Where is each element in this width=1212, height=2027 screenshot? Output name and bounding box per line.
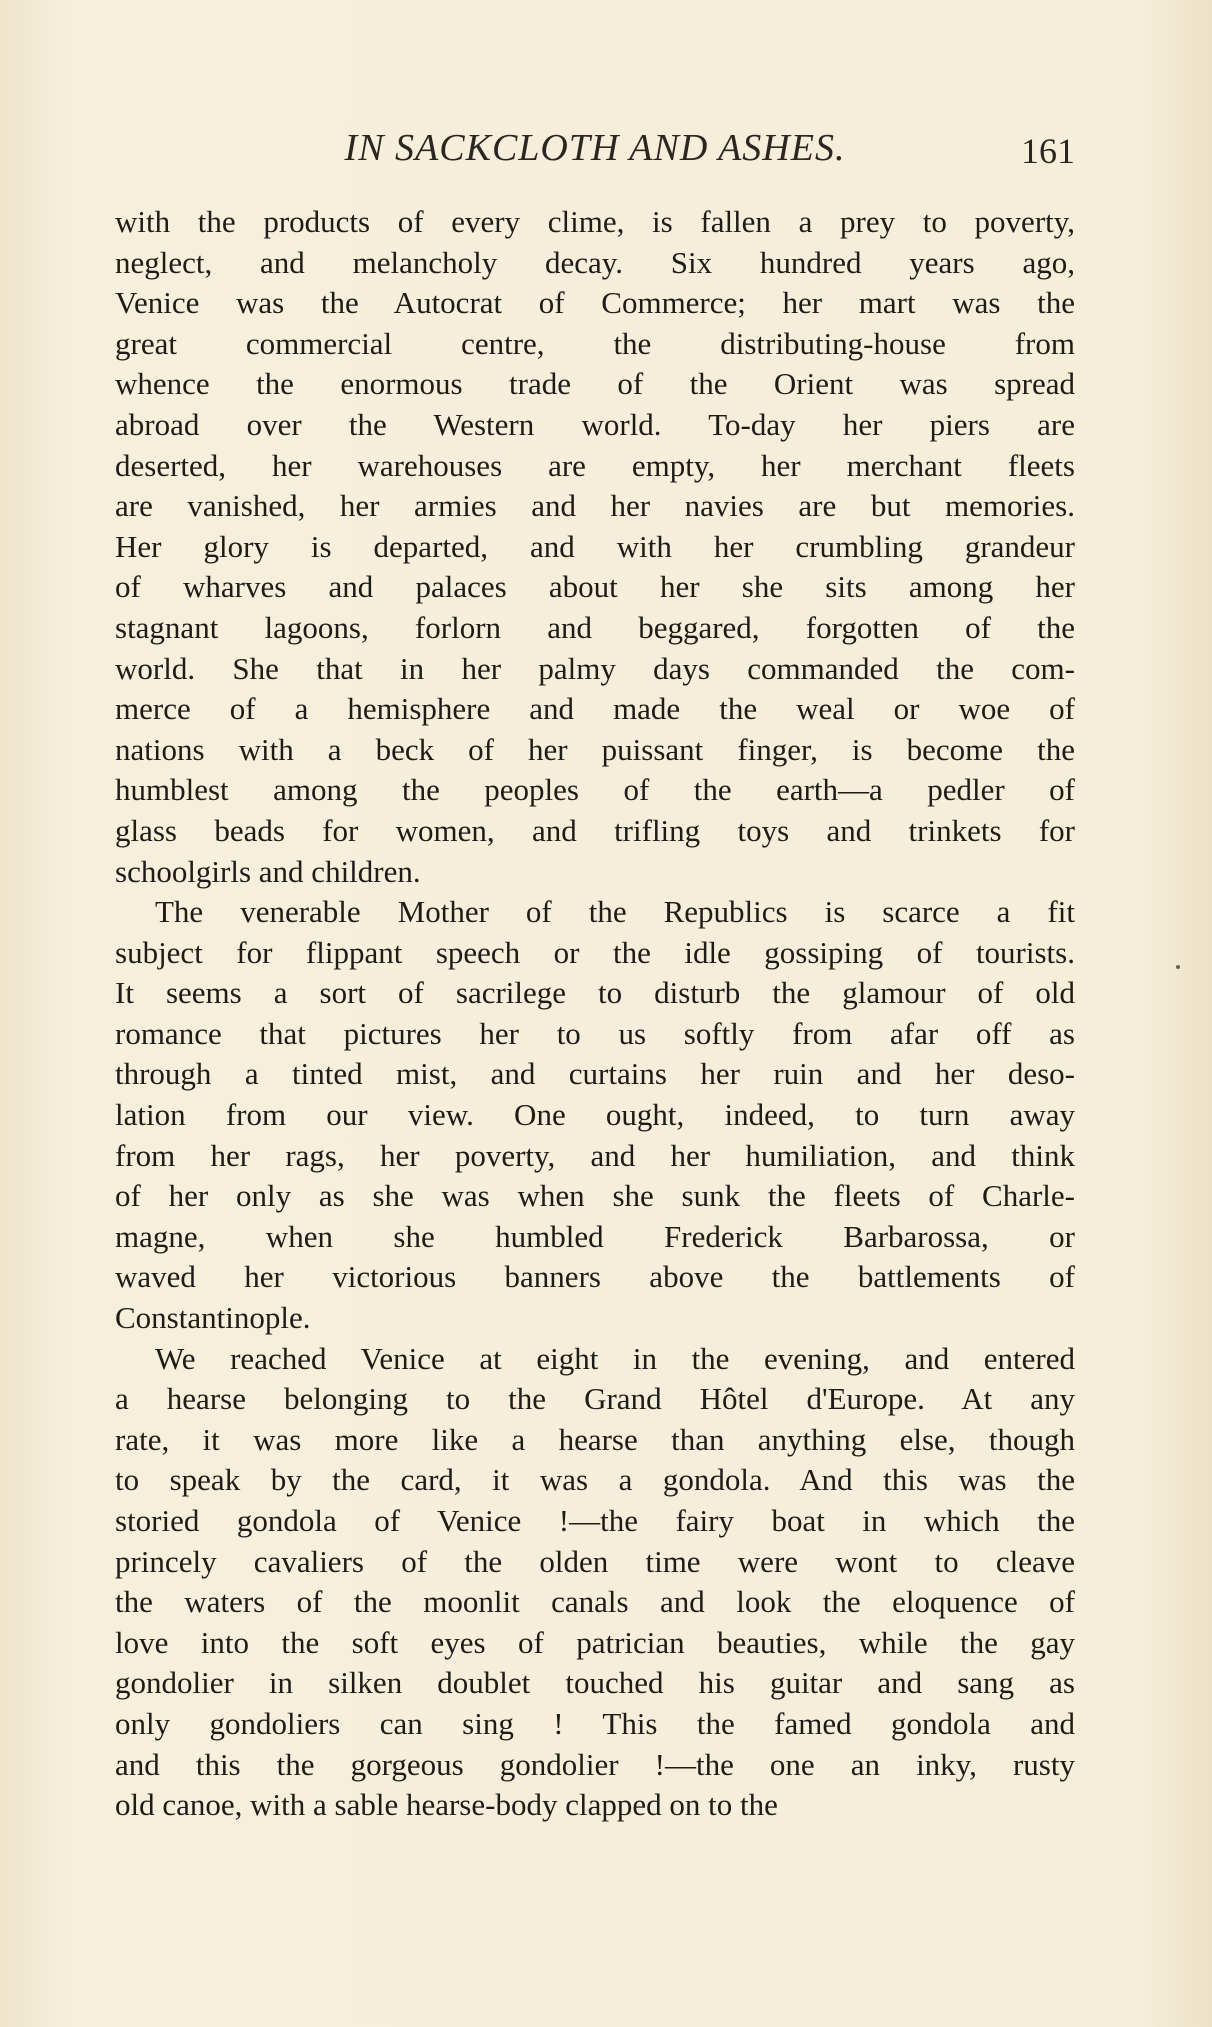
- text-line: abroad over the Western world. To-day her piers are: [115, 406, 1075, 442]
- text-line: stagnant lagoons, forlorn and beggared, forgotten of the: [115, 609, 1075, 645]
- text-line: We reached Venice at eight in the evening, and entered: [155, 1340, 1075, 1376]
- text-line: It seems a sort of sacrilege to disturb the glamour of old: [115, 975, 1075, 1011]
- text-line: love into the soft eyes of patrician beauties, while the gay: [115, 1624, 1075, 1660]
- running-head: IN SACKCLOTH AND ASHES.: [344, 127, 846, 169]
- paragraph: [115, 892, 1075, 1339]
- margin-speck: [1176, 965, 1180, 969]
- page-number: 161: [1021, 131, 1075, 171]
- text-line: Her glory is departed, and with her crumbling grandeur: [115, 528, 1075, 564]
- text-line: of wharves and palaces about her she sits among her: [115, 569, 1075, 605]
- text-line: Venice was the Autocrat of Commerce; her mart was the: [115, 285, 1075, 321]
- text-line: Constantinople.: [115, 1300, 311, 1336]
- text-line: world. She that in her palmy days commanded the com-: [115, 650, 1075, 686]
- text-line: neglect, and melancholy decay. Six hundred years ago,: [115, 244, 1075, 280]
- text-line: The venerable Mother of the Republics is scarce a fit: [155, 894, 1075, 930]
- paragraph: [115, 1339, 1075, 1826]
- text-line: schoolgirls and children.: [115, 853, 421, 889]
- text-line: rate, it was more like a hearse than anything else, though: [115, 1421, 1075, 1457]
- text-line: glass beads for women, and trifling toys and trinkets for: [115, 812, 1075, 848]
- text-line: storied gondola of Venice !—the fairy boat in which the: [115, 1503, 1075, 1538]
- text-line: old canoe, with a sable hearse-body clapped on to the: [115, 1787, 778, 1823]
- text-line: from her rags, her poverty, and her humiliation, and think: [115, 1137, 1075, 1173]
- text-line: subject for flippant speech or the idle gossiping of tourists.: [115, 934, 1075, 970]
- text-line: with the products of every clime, is fallen a prey to poverty,: [115, 204, 1075, 239]
- paragraph: [115, 202, 1075, 892]
- text-line: a hearse belonging to the Grand Hôtel d'Europe. At any: [115, 1381, 1075, 1417]
- text-line: waved her victorious banners above the battlements of: [115, 1259, 1075, 1295]
- text-line: great commercial centre, the distributing-house from: [115, 325, 1075, 361]
- body-text: [115, 202, 1075, 1826]
- text-line: gondolier in silken doublet touched his guitar and sang as: [115, 1665, 1075, 1701]
- text-line: nations with a beck of her puissant finger, is become the: [115, 731, 1075, 767]
- text-line: whence the enormous trade of the Orient was spread: [115, 366, 1075, 402]
- text-line: humblest among the peoples of the earth—a pedler of: [115, 772, 1075, 808]
- text-line: only gondoliers can sing ! This the famed gondola and: [115, 1705, 1075, 1741]
- text-line: princely cavaliers of the olden time were wont to cleave: [115, 1543, 1075, 1579]
- text-line: magne, when she humbled Frederick Barbarossa, or: [115, 1218, 1075, 1254]
- text-line: romance that pictures her to us softly from afar off as: [115, 1015, 1075, 1051]
- text-line: merce of a hemisphere and made the weal or woe of: [115, 691, 1075, 727]
- text-line: through a tinted mist, and curtains her ruin and her deso-: [115, 1056, 1075, 1092]
- text-line: deserted, her warehouses are empty, her merchant fleets: [115, 447, 1075, 483]
- text-line: and this the gorgeous gondolier !—the one an inky, rusty: [115, 1746, 1075, 1782]
- text-line: are vanished, her armies and her navies are but memories.: [115, 488, 1075, 524]
- text-line: the waters of the moonlit canals and look the eloquence of: [115, 1584, 1075, 1620]
- text-line: lation from our view. One ought, indeed, to turn away: [115, 1097, 1075, 1133]
- page-header: [115, 126, 1075, 182]
- text-line: of her only as she was when she sunk the fleets of Charle-: [115, 1178, 1075, 1214]
- text-line: to speak by the card, it was a gondola. And this was the: [115, 1462, 1075, 1498]
